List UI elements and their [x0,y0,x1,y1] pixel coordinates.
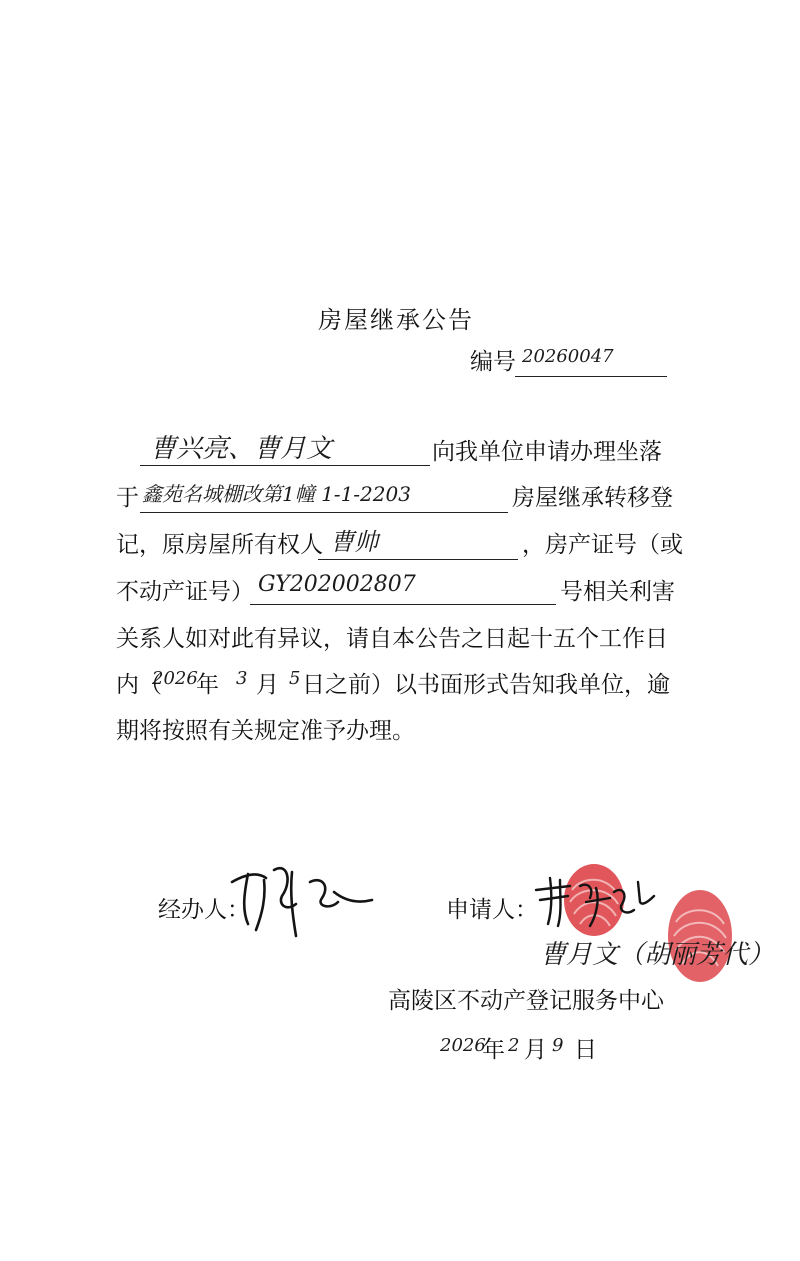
date-year: 2026 [440,1035,486,1056]
para-line2-suffix: 房屋继承转移登 [512,485,673,511]
para-line4-prefix: 不动产证号） [116,579,254,605]
para-line6-d: 日之前）以书面形式告知我单位，逾 [302,672,670,698]
owner-handwritten: 曹帅 [330,528,378,556]
date-day-label: 日 [574,1037,597,1063]
applicants-handwritten: 曹兴亮、曹月文 [150,434,333,464]
date-day: 9 [552,1035,564,1056]
number-value: 20260047 [522,346,614,367]
handler-signature-icon [226,852,376,942]
para-line5: 关系人如对此有异议，请自本公告之日起十五个工作日 [116,626,668,652]
notice-title: 房屋继承公告 [318,306,474,334]
applicant-signature-icon [530,872,660,932]
owner-underline [318,559,518,560]
para-line6-a: 内（ [116,672,162,698]
deadline-day: 5 [289,668,301,689]
deadline-year: 2026 [152,668,198,689]
applicant-label: 申请人： [446,897,538,923]
date-year-label: 年 [482,1037,505,1063]
number-label: 编号 [470,349,516,375]
address-underline [140,512,508,513]
para-line7: 期将按照有关规定准予办理。 [116,718,415,744]
number-underline [515,376,667,377]
para-line6-c: 月 [256,672,279,698]
date-month-label: 月 [524,1037,547,1063]
cert-handwritten: GY202002807 [258,572,416,597]
para-line4-suffix: 号相关利害 [560,579,675,605]
para-line2-prefix: 于 [116,485,139,511]
address-handwritten: 鑫苑名城棚改第1幢 1-1-2203 [142,482,411,506]
para-line3-suffix: ，房产证号（或 [522,532,683,558]
para-line3-prefix: 记，原房屋所有权人 [116,532,323,558]
date-month: 2 [508,1035,520,1056]
handler-label: 经办人： [158,897,250,923]
para-line6-b: 年 [196,672,219,698]
applicants-underline [140,465,430,466]
issuing-org: 高陵区不动产登记服务中心 [388,988,664,1014]
cert-underline [250,604,556,605]
deadline-month: 3 [236,668,248,689]
para-line1: 向我单位申请办理坐落 [432,439,662,465]
applicant-second-handwritten: 曹月文（胡丽芳代） [540,940,775,970]
